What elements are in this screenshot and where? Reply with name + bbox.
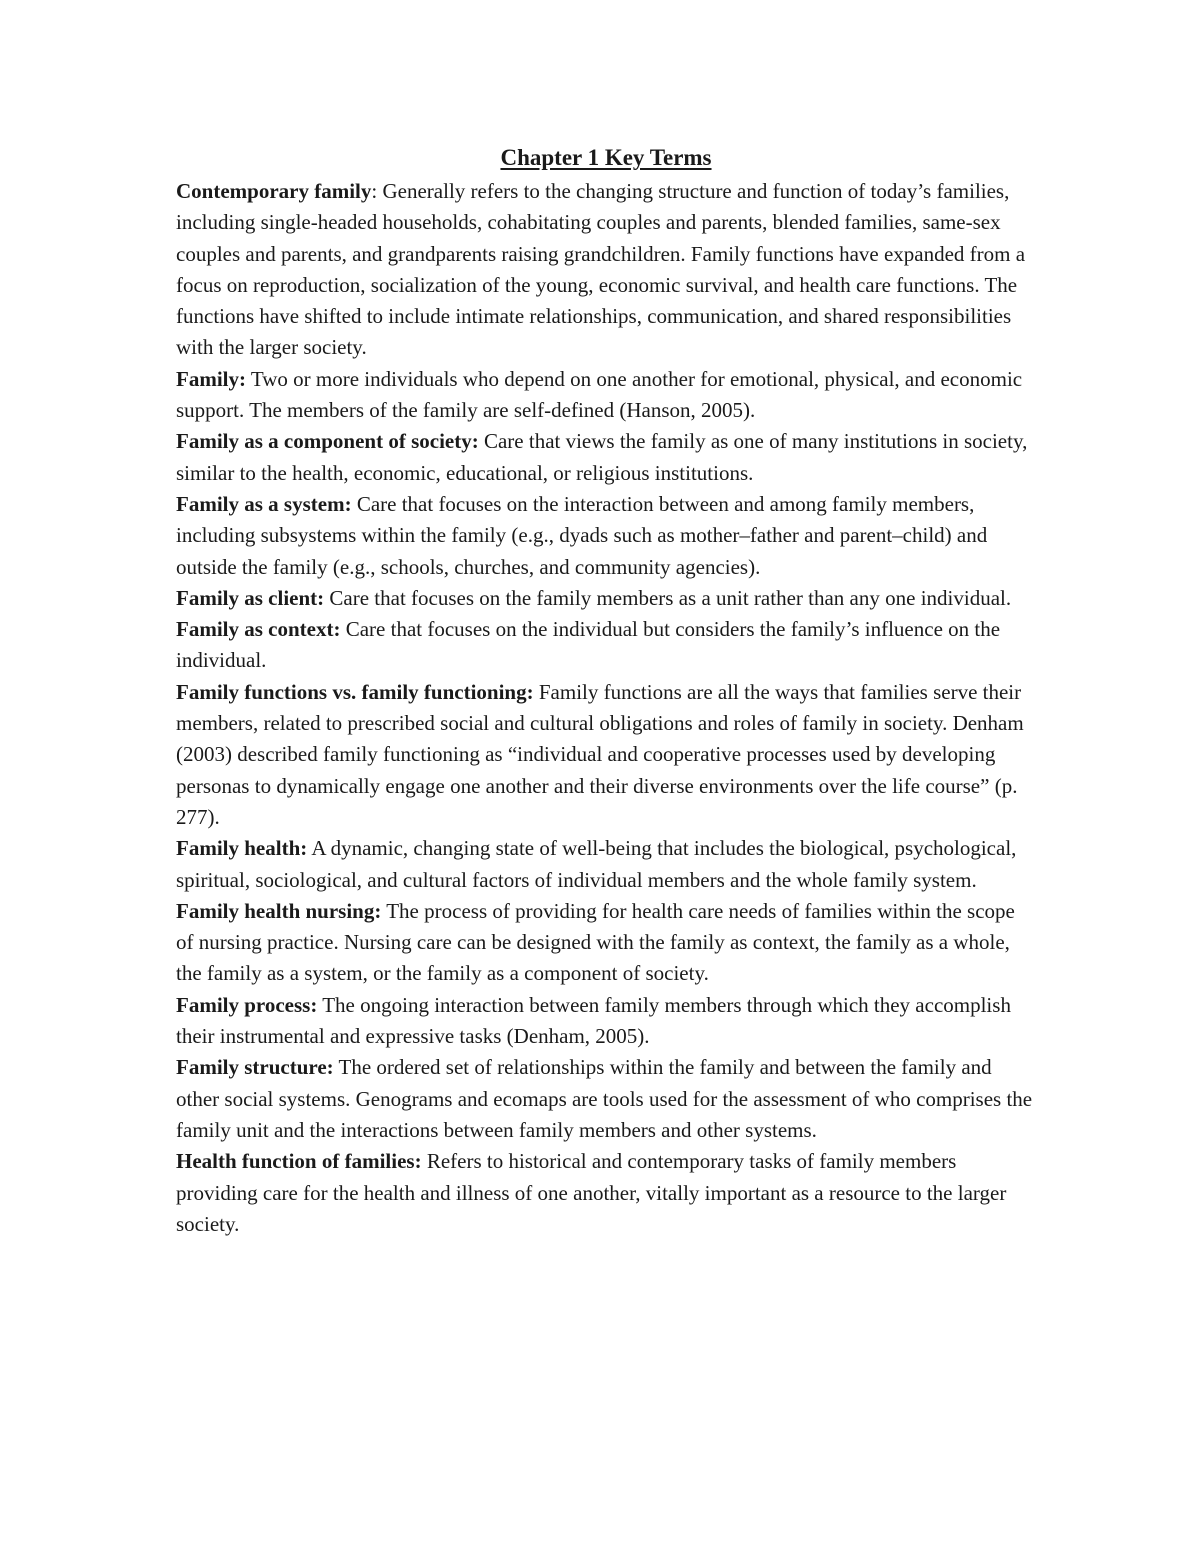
term-entry-family-as-system (176, 489, 1036, 583)
term-separator: : (371, 179, 383, 203)
term-label: Family health: (176, 836, 308, 861)
term-entry-contemporary-family (176, 176, 1036, 364)
term-entry-family-health-nursing (176, 896, 1036, 990)
term-entry-family (176, 364, 1036, 427)
term-definition: Care that focuses on the individual but considers the family’s influence on the individual. (176, 617, 1001, 673)
term-entry-family-health (176, 833, 1036, 896)
term-label: Contemporary family (176, 179, 372, 203)
term-label: Family as client: (176, 585, 325, 610)
term-definition: The process of providing for health care needs of families within the scope of nursing practice. Nursing care can be designed with the family as context, the family as a whole, the family as a system, or the family as a component of society. (176, 898, 1015, 986)
term-entry-family-structure (176, 1052, 1036, 1146)
term-label: Family as context: (176, 617, 341, 642)
term-definition: Care that views the family as one of many institutions in society, similar to the health, economic, educational, or religious institutions. (176, 429, 1028, 485)
term-label: Family as a system: (176, 491, 352, 516)
document-page (176, 140, 1036, 1240)
term-label: Family process: (176, 992, 318, 1017)
term-definition: Family functions are all the ways that families serve their members, related to prescribed social and cultural obligations and roles of family in society. Denham (2003) described family functioning as “individual and cooperative processes used by developing personas to dynamically engage one another and their diverse environments over the life course” (p. 277). (176, 679, 1024, 829)
term-label: Family functions vs. family functioning: (176, 679, 534, 704)
term-label: Family: (176, 366, 246, 391)
term-entry-family-process (176, 990, 1036, 1053)
term-label: Family health nursing: (176, 898, 382, 923)
term-entry-family-as-context (176, 614, 1036, 677)
key-terms-list (176, 176, 1036, 1240)
term-definition: Two or more individuals who depend on one another for emotional, physical, and economic support. The members of the family are self-defined (Hanson, 2005). (176, 366, 1023, 423)
term-entry-family-functions-vs-functioning (176, 677, 1036, 833)
term-definition: The ongoing interaction between family members through which they accomplish their instrumental and expressive tasks (Denham, 2005). (176, 992, 1011, 1049)
term-label: Family as a component of society: (176, 429, 479, 454)
term-label: Family structure: (176, 1055, 334, 1080)
term-entry-health-function-of-families (176, 1146, 1036, 1240)
term-entry-family-as-client (176, 583, 1036, 614)
term-definition: Care that focuses on the family members as a unit rather than any one individual. (329, 585, 1012, 610)
page-title: Chapter 1 Key Terms (500, 145, 712, 170)
term-definition: The ordered set of relationships within the family and between the family and other social systems. Genograms and ecomaps are tools used for the assessment of who comprises the family unit and the interactions between family members and other systems. (176, 1055, 1033, 1142)
term-definition: Care that focuses on the interaction between and among family members, including subsystems within the family (e.g., dyads such as mother–father and parent–child) and outside the family (e.g., schools, churches, and community agencies). (176, 491, 988, 579)
term-definition: A dynamic, changing state of well-being that includes the biological, psychological, spiritual, sociological, and cultural factors of individual members and the whole family system. (176, 836, 1017, 892)
term-label: Health function of families: (176, 1149, 422, 1174)
term-definition: Refers to historical and contemporary tasks of family members providing care for the health and illness of one another, vitally important as a resource to the larger society. (176, 1149, 1007, 1236)
term-definition: Generally refers to the changing structure and function of today’s families, including single-headed households, cohabitating couples and parents, blended families, same-sex couples and parents, and grandparents raising grandchildren. Family functions have expanded from a focus on reproduction, socialization of the young, economic survival, and health care functions. The functions have shifted to include intimate relationships, communication, and shared responsibilities with the larger society. (176, 179, 1026, 360)
term-entry-family-as-component-of-society (176, 426, 1036, 489)
